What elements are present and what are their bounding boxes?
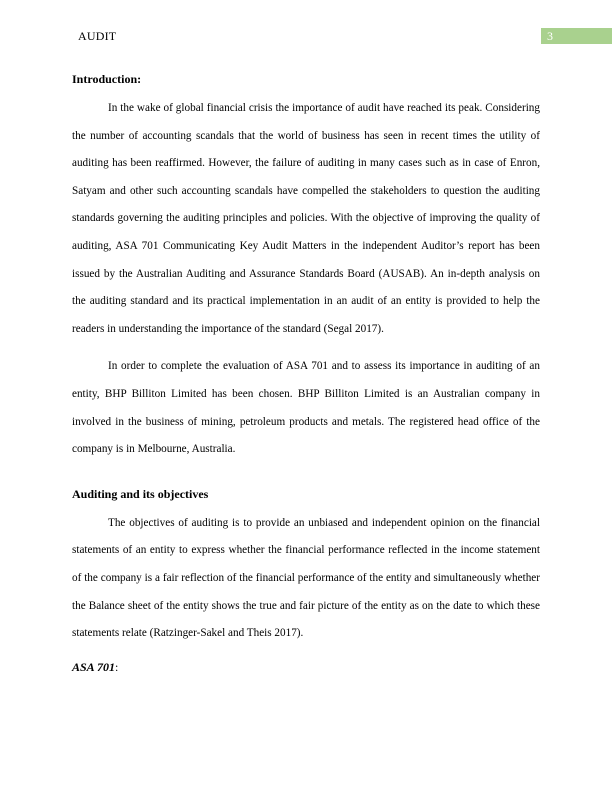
introduction-heading: Introduction: bbox=[72, 72, 142, 86]
auditing-objectives-paragraph: The objectives of auditing is to provide an unbiased and independent opinion on the financial statements of an entity to express whether the financial performance reflected in the income statement of the company is a fair reflection of the financial performance of the entity and simultaneously whether the Balance sheet of the entity shows the true and fair picture of the entity as on the date to which these statements relate (Ratzinger-Sakel and Theis 2017). bbox=[72, 516, 540, 640]
page-number: 3 bbox=[547, 29, 553, 43]
document-body bbox=[72, 71, 540, 675]
running-header-title: AUDIT bbox=[78, 29, 117, 43]
asa-701-heading-colon: : bbox=[115, 659, 119, 674]
introduction-paragraph-1: In the wake of global financial crisis the importance of audit have reached its peak. Considering the number of accounting scandals that the world of business has seen in recent times the utility of auditing has been reaffirmed. However, the failure of auditing in many cases such as in case of Enron, Satyam and other such accounting scandals have compelled the stakeholders to question the auditing standards governing the auditing principles and policies. With the objective of improving the quality of auditing, ASA 701 Communicating Key Audit Matters in the independent Auditor’s report has been issued by the Australian Auditing and Assurance Standards Board (AUSAB). An in-depth analysis on the auditing standard and its practical implementation in an audit of an entity is provided to help the readers in understanding the importance of the standard (Segal 2017). bbox=[72, 102, 540, 335]
asa-701-heading bbox=[72, 659, 540, 675]
asa-701-heading-text: ASA 701 bbox=[72, 659, 116, 674]
page-number-badge bbox=[541, 28, 612, 44]
auditing-objectives-heading: Auditing and its objectives bbox=[72, 486, 209, 501]
introduction-paragraph-2: In order to complete the evaluation of ASA 701 and to assess its importance in auditing of an entity, BHP Billiton Limited has been chosen. BHP Billiton Limited is an Australian company in involved in the business of mining, petroleum products and metals. The registered head office of the company is in Melbourne, Australia. bbox=[72, 360, 540, 456]
